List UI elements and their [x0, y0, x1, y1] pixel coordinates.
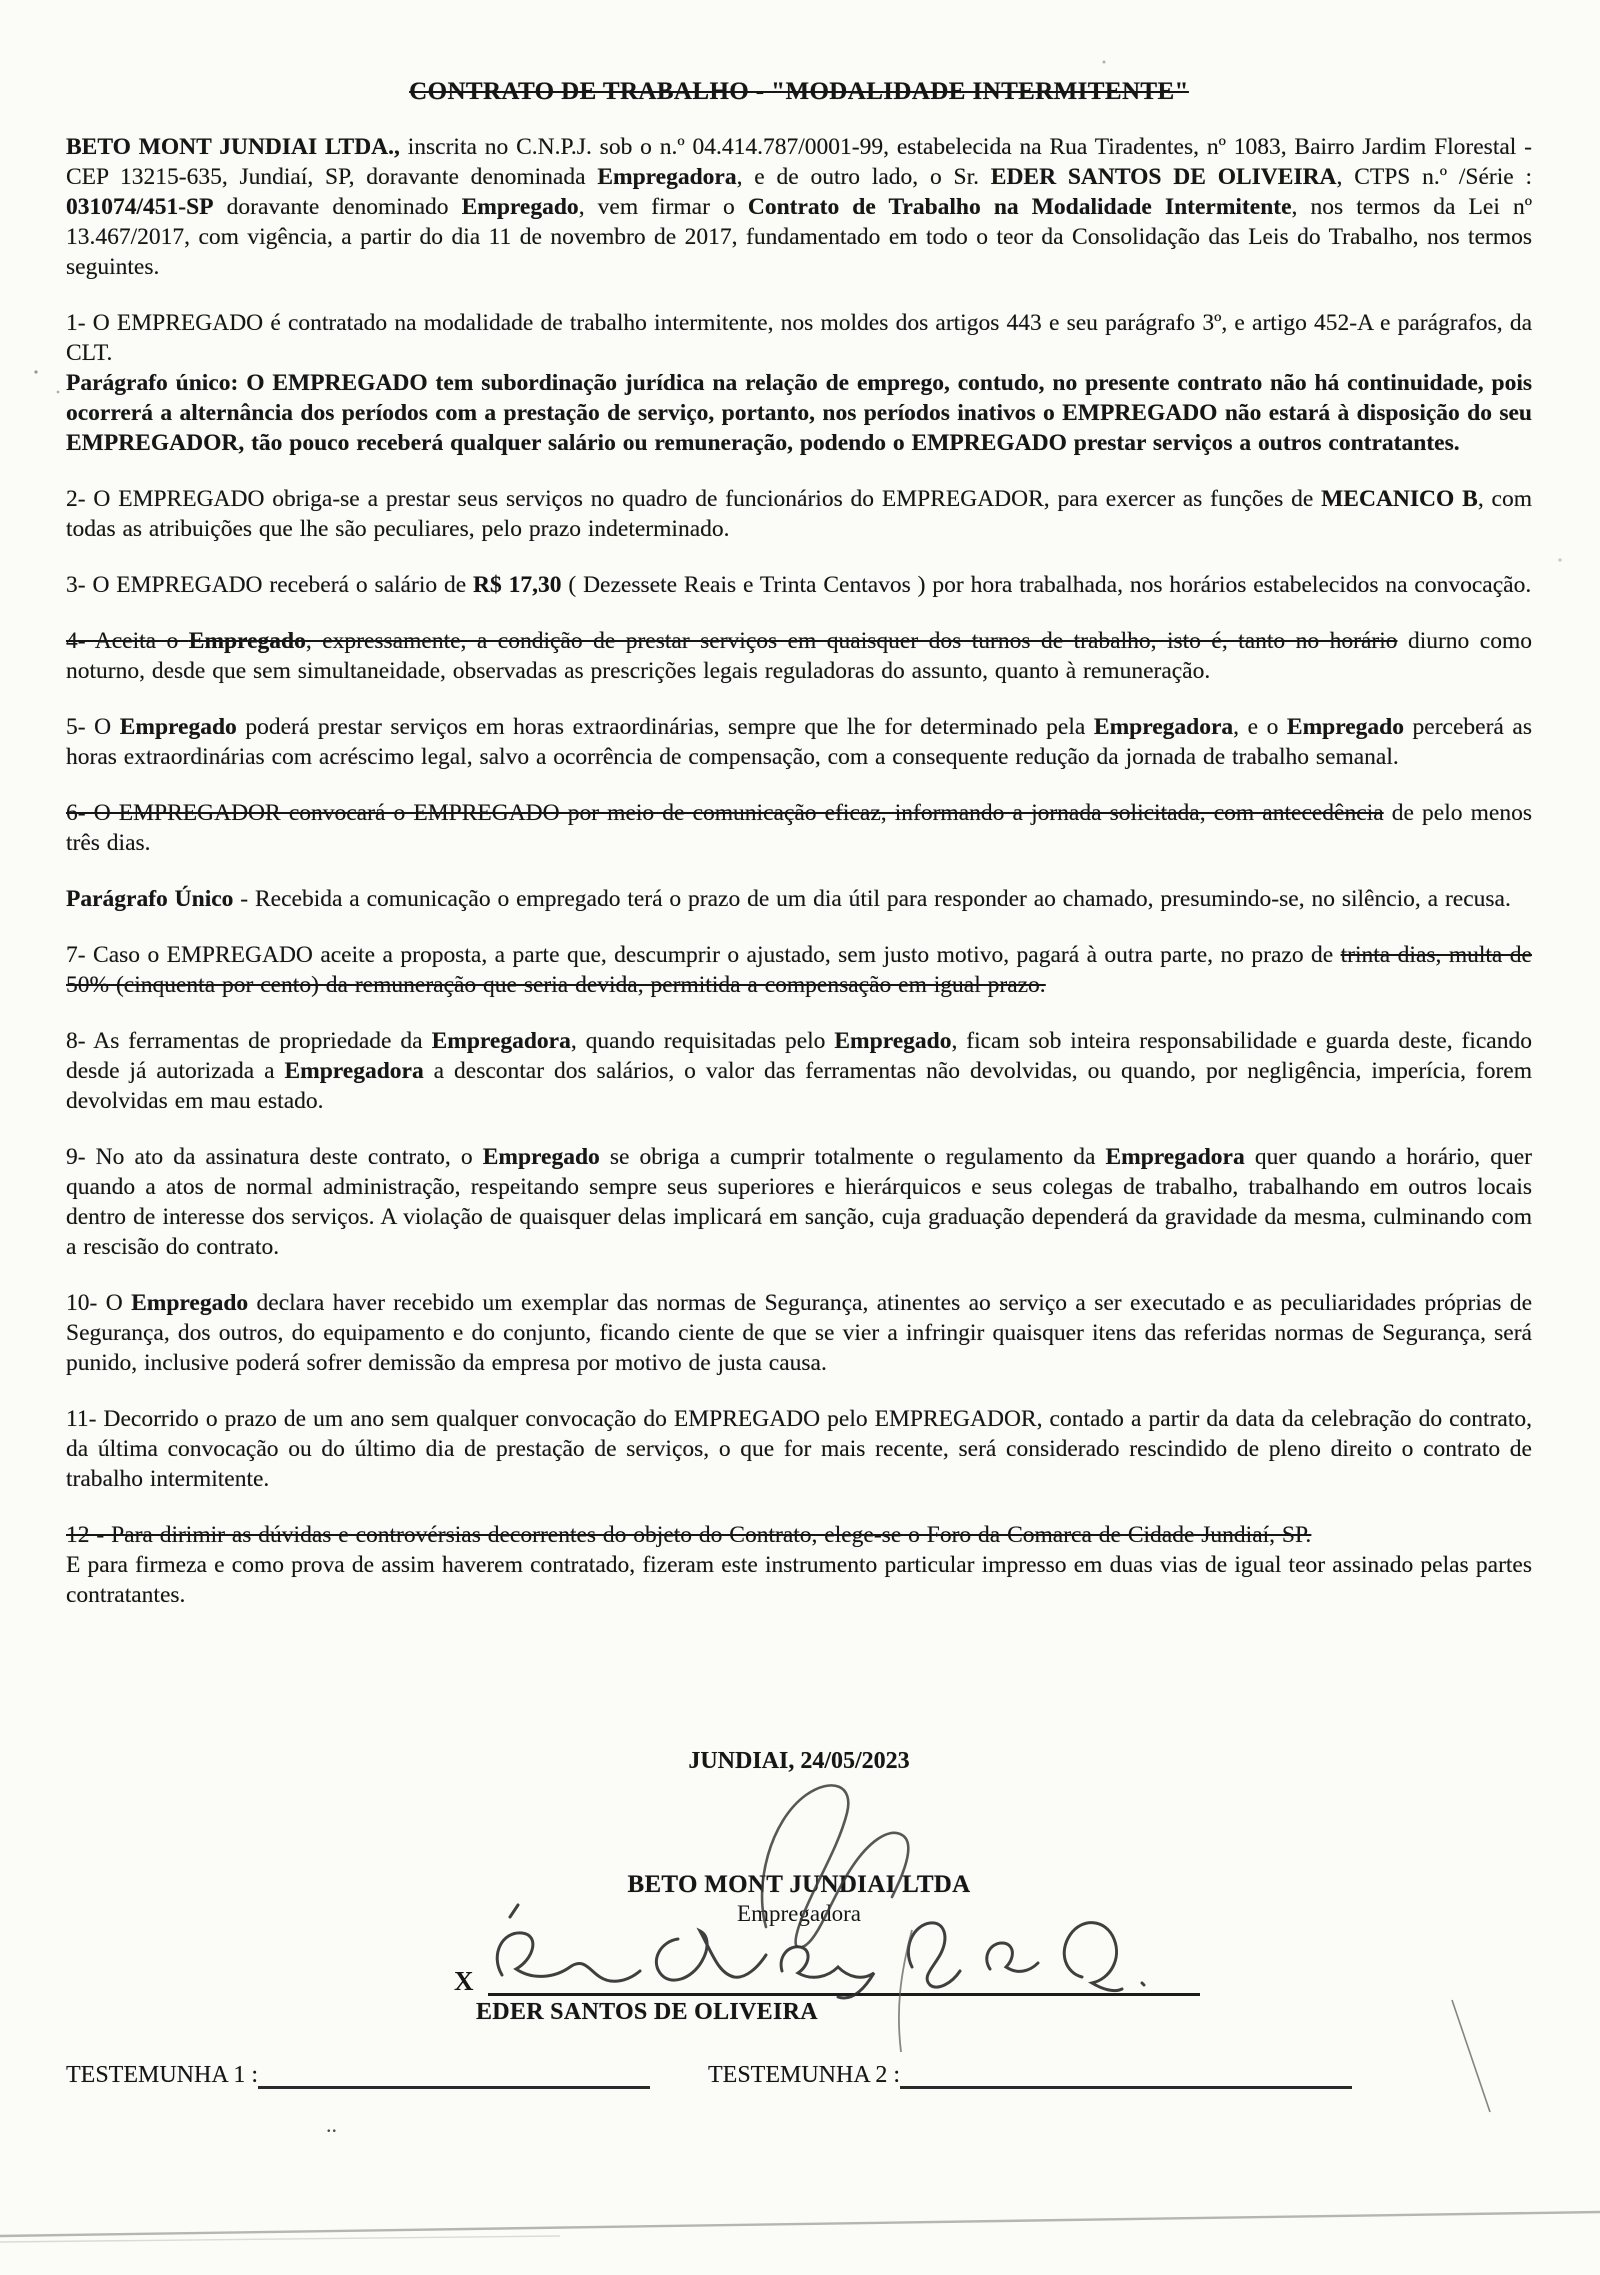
closing-paragraph: E para firmeza e como prova de assim haverem contratado, fizeram este instrumento particular impresso em duas vias de igual teor assinado pelas partes contratantes. [66, 1552, 1532, 1608]
place-date: JUNDIAI, 24/05/2023 [688, 1748, 910, 1774]
clause-1: 1- O EMPREGADO é contratado na modalidade de trabalho intermitente, nos moldes dos artigos 443 e seu parágrafo 3º, e artigo 452-A e parágrafos, da CLT. [66, 310, 1532, 366]
contract-content [66, 78, 1532, 1610]
witness-section [66, 2056, 1532, 2089]
opening-paragraph: BETO MONT JUNDIAI LTDA., inscrita no C.N.P.J. sob o n.º 04.414.787/0001-99, estabelecida na Rua Tiradentes, nº 1083, Bairro Jardim Florestal - CEP 13215-635, Jundiaí, SP, doravante denominada Empregadora, e de outro lado, o Sr. EDER SANTOS DE OLIVEIRA, CTPS n.º /Série : 031074/451-SP doravante denominado Empregado, vem firmar o Contrato de Trabalho na Modalidade Intermitente, nos termos da Lei nº 13.467/2017, com vigência, a partir do dia 11 de novembro de 2017, fundamentado em todo o teor da Consolidação das Leis do Trabalho, nos termos seguintes. [66, 134, 1532, 280]
witness2-signature-line [900, 2056, 1352, 2089]
clause-2: 2- O EMPREGADO obriga-se a prestar seus serviços no quadro de funcionários do EMPREGADOR, para exercer as funções de MECANICO B, com todas as atribuições que lhe são peculiares, pelo prazo indeterminado. [66, 486, 1532, 542]
employer-name: BETO MONT JUNDIAI LTDA [627, 1871, 971, 1898]
page-title: CONTRATO DE TRABALHO - "MODALIDADE INTERMITENTE" [409, 78, 1189, 105]
clause-7: 7- Caso o EMPREGADO aceite a proposta, a parte que, descumprir o ajustado, sem justo motivo, pagará à outra parte, no prazo de trinta dias, multa de 50% (cinquenta por cento) da remuneração que seria devida, permitida a compensação em igual prazo. [66, 942, 1532, 998]
employee-name: EDER SANTOS DE OLIVEIRA [476, 1999, 818, 2025]
clause-3: 3- O EMPREGADO receberá o salário de R$ 17,30 ( Dezessete Reais e Trinta Centavos ) por hora trabalhada, nos horários estabelecidos na convocação. [66, 572, 1532, 598]
clause-12: 12 - Para dirimir as dúvidas e controvérsias decorrentes do objeto do Contrato, elege-se o Foro da Comarca de Cidade Jundiaí, SP. [66, 1522, 1312, 1548]
clause-4: 4- Aceita o Empregado, expressamente, a condição de prestar serviços em quaisquer dos turnos de trabalho, isto é, tanto no horário diurno como noturno, desde que sem simultaneidade, observadas as prescrições legais reguladoras do assunto, quanto à remuneração. [66, 628, 1532, 684]
witness1-label: TESTEMUNHA 1 : [66, 2062, 258, 2088]
clause-10: 10- O Empregado declara haver recebido um exemplar das normas de Segurança, atinentes ao serviço a ser executado e as peculiaridades próprias de Segurança, dos outros, do equipamento e do conjunto, ficando ciente de que se vier a infringir quaisquer itens das referidas normas de Segurança, será punido, inclusive poderá sofrer demissão da empresa por motivo de justa causa. [66, 1290, 1533, 1376]
scan-speck-dots: .. [326, 2112, 337, 2137]
signature-x-marker: X [454, 1966, 474, 1996]
signature-section [66, 1748, 1532, 2026]
employee-signature-row [454, 1957, 1532, 1996]
clause-1-paragrafo-unico: Parágrafo único: O EMPREGADO tem subordinação jurídica na relação de emprego, contudo, no presente contrato não há continuidade, pois ocorrerá a alternância dos períodos com a prestação de serviço, portanto, nos períodos inativos o EMPREGADO não estará à disposição do seu EMPREGADOR, tão pouco receberá qualquer salário ou remuneração, podendo o EMPREGADO prestar serviços a outros contratantes. [66, 370, 1532, 456]
clause-9: 9- No ato da assinatura deste contrato, o Empregado se obriga a cumprir totalmente o regulamento da Empregadora quer quando a horário, quer quando a atos de normal administração, respeitando sempre seus superiores e hierárquicos e seus colegas de trabalho, trabalhando em outros locais dentro de interesse dos serviços. A violação de quaisquer delas implicará em sanção, cuja graduação dependerá da gravidade da mesma, culminando com a rescisão do contrato. [66, 1144, 1532, 1260]
employer-signature-block [66, 1775, 1532, 1935]
witness-1 [66, 2056, 650, 2089]
witness2-label: TESTEMUNHA 2 : [708, 2062, 900, 2088]
clause-6-paragrafo-unico: Parágrafo Único - Recebida a comunicação o empregado terá o prazo de um dia útil para responder ao chamado, presumindo-se, no silêncio, a recusa. [66, 886, 1511, 912]
employer-role: Empregadora [737, 1901, 861, 1926]
clause-11: 11- Decorrido o prazo de um ano sem qualquer convocação do EMPREGADO pelo EMPREGADOR, contado a partir da data da celebração do contrato, da última convocação ou do último dia de prestação de serviços, o que for mais recente, será considerado rescindido de pleno direito o contrato de trabalho intermitente. [66, 1406, 1532, 1492]
witness1-signature-line [258, 2056, 650, 2089]
clause-6: 6- O EMPREGADOR convocará o EMPREGADO por meio de comunicação eficaz, informando a jornada solicitada, com antecedência de pelo menos três dias. [66, 800, 1532, 856]
clause-8: 8- As ferramentas de propriedade da Empregadora, quando requisitadas pelo Empregado, ficam sob inteira responsabilidade e guarda deste, ficando desde já autorizada a Empregadora a descontar dos salários, o valor das ferramentas não devolvidas, ou quando, por negligência, imperícia, forem devolvidas em mau estado. [66, 1028, 1532, 1114]
clause-5: 5- O Empregado poderá prestar serviços em horas extraordinárias, sempre que lhe for determinado pela Empregadora, e o Empregado perceberá as horas extraordinárias com acréscimo legal, salvo a ocorrência de compensação, com a consequente redução da jornada de trabalho semanal. [66, 714, 1532, 770]
witness-2 [708, 2056, 1352, 2089]
employee-signature-line [488, 1957, 1200, 1996]
contract-body [66, 132, 1532, 1610]
